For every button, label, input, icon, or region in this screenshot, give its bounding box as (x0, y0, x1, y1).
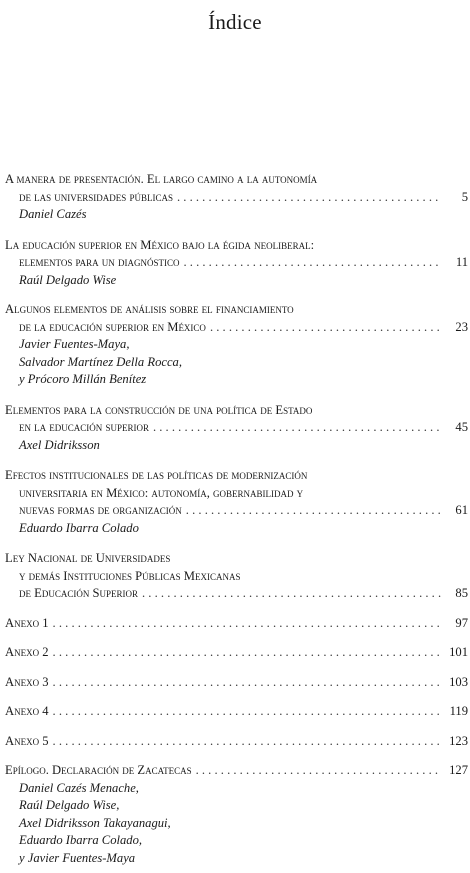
page-number: 127 (449, 763, 468, 777)
dot-leader (196, 762, 442, 780)
entry-title-line (5, 237, 468, 255)
entry-title-text: nuevas formas de organización (19, 503, 182, 517)
entry-author: Eduardo Ibarra Colado (19, 520, 139, 535)
entry-title-text: A manera de presentación. El largo camino a la autonomía (5, 172, 318, 186)
toc-entry-anexo-1[interactable] (5, 615, 468, 633)
toc-entry-ley-nacional[interactable] (5, 550, 468, 603)
entry-title-text: en la educación superior (19, 420, 149, 434)
dot-leader (183, 254, 442, 272)
table-of-contents (5, 171, 468, 867)
entry-title-text: Epílogo. Declaración de Zacatecas (5, 763, 192, 777)
entry-title-line (5, 568, 468, 586)
dot-leader (177, 189, 442, 207)
entry-title-text: Anexo 4 (5, 704, 49, 718)
dot-leader (210, 319, 442, 337)
entry-title-text: Efectos institucionales de las políticas de modernización (5, 468, 308, 482)
entry-author: Raúl Delgado Wise (19, 272, 117, 287)
entry-title-line (5, 762, 468, 780)
entry-author: Daniel Cazés Menache, (19, 780, 139, 795)
page-number: 61 (455, 503, 468, 517)
dot-leader (53, 644, 442, 662)
dot-leader (53, 703, 442, 721)
entry-author: Javier Fuentes-Maya, (19, 337, 130, 351)
entry-title-line (5, 467, 468, 485)
page-number: 101 (449, 645, 468, 659)
entry-author: y Javier Fuentes-Maya (19, 850, 136, 865)
toc-entry-politica-de-estado[interactable] (5, 402, 468, 455)
page-number: 23 (455, 319, 468, 334)
entry-title-line (5, 254, 468, 272)
entry-author: Axel Didriksson Takayanagui, (19, 815, 171, 830)
page-number: 5 (461, 189, 468, 204)
entry-title-text: universitaria en México: autonomía, gobernabilidad y (19, 485, 304, 500)
entry-author: Daniel Cazés (19, 207, 87, 221)
entry-title-text: Anexo 5 (5, 733, 49, 748)
toc-entry-anexo-3[interactable] (5, 674, 468, 692)
entry-title-line (5, 171, 468, 189)
dot-leader (53, 733, 442, 751)
entry-author: Salvador Martínez Della Rocca, (19, 354, 182, 369)
entry-title-text: Algunos elementos de análisis sobre el financiamiento (5, 302, 294, 316)
toc-entry-epilogo[interactable] (5, 762, 468, 867)
toc-entry-anexo-5[interactable] (5, 733, 468, 751)
page-title: Índice (208, 10, 262, 34)
entry-title-line (5, 615, 468, 633)
entry-title-line (5, 733, 468, 751)
entry-title-text: elementos para un diagnóstico (19, 255, 180, 269)
entry-title-text: de Educación Superior (19, 586, 138, 600)
entry-title-line (5, 644, 468, 662)
page-number: 119 (449, 704, 468, 718)
entry-title-line (5, 189, 468, 207)
dot-leader (153, 419, 442, 437)
page-number: 97 (455, 615, 468, 630)
page-number: 85 (455, 586, 468, 600)
entry-title-text: de la educación superior en México (19, 319, 206, 334)
entry-title-line (5, 485, 468, 503)
entry-title-line (5, 550, 468, 568)
entry-title-text: de las universidades públicas (19, 189, 173, 204)
toc-entry-presentacion[interactable] (5, 171, 468, 224)
entry-author: Axel Didriksson (19, 437, 100, 452)
dot-leader (53, 674, 442, 692)
entry-title-text: Elementos para la construcción de una política de Estado (5, 402, 313, 417)
toc-entry-financiamiento[interactable] (5, 301, 468, 389)
entry-title-text: Anexo 3 (5, 674, 49, 689)
entry-title-line (5, 402, 468, 420)
entry-title-text: Ley Nacional de Universidades (5, 551, 171, 565)
toc-entry-anexo-2[interactable] (5, 644, 468, 662)
entry-title-line (5, 585, 468, 603)
dot-leader (186, 502, 442, 520)
entry-author: y Prócoro Millán Benítez (19, 372, 147, 386)
page-number: 103 (449, 674, 468, 689)
dot-leader (142, 585, 442, 603)
entry-title-line (5, 502, 468, 520)
page-number: 45 (455, 420, 468, 434)
entry-title-text: Anexo 1 (5, 615, 49, 630)
toc-entry-efectos-institucionales[interactable] (5, 467, 468, 537)
dot-leader (53, 615, 442, 633)
entry-title-line (5, 319, 468, 337)
entry-title-text: La educación superior en México bajo la égida neoliberal: (5, 237, 315, 252)
entry-title-line (5, 301, 468, 319)
toc-entry-anexo-4[interactable] (5, 703, 468, 721)
entry-title-line (5, 419, 468, 437)
entry-title-text: Anexo 2 (5, 645, 49, 659)
page-number: 11 (455, 255, 468, 269)
entry-title-text: y demás Instituciones Públicas Mexicanas (19, 568, 241, 583)
page-number: 123 (449, 733, 468, 748)
entry-author: Eduardo Ibarra Colado, (19, 833, 143, 847)
entry-author: Raúl Delgado Wise, (19, 798, 120, 812)
toc-entry-educacion-superior-neoliberal[interactable] (5, 237, 468, 290)
entry-title-line (5, 703, 468, 721)
entry-title-line (5, 674, 468, 692)
